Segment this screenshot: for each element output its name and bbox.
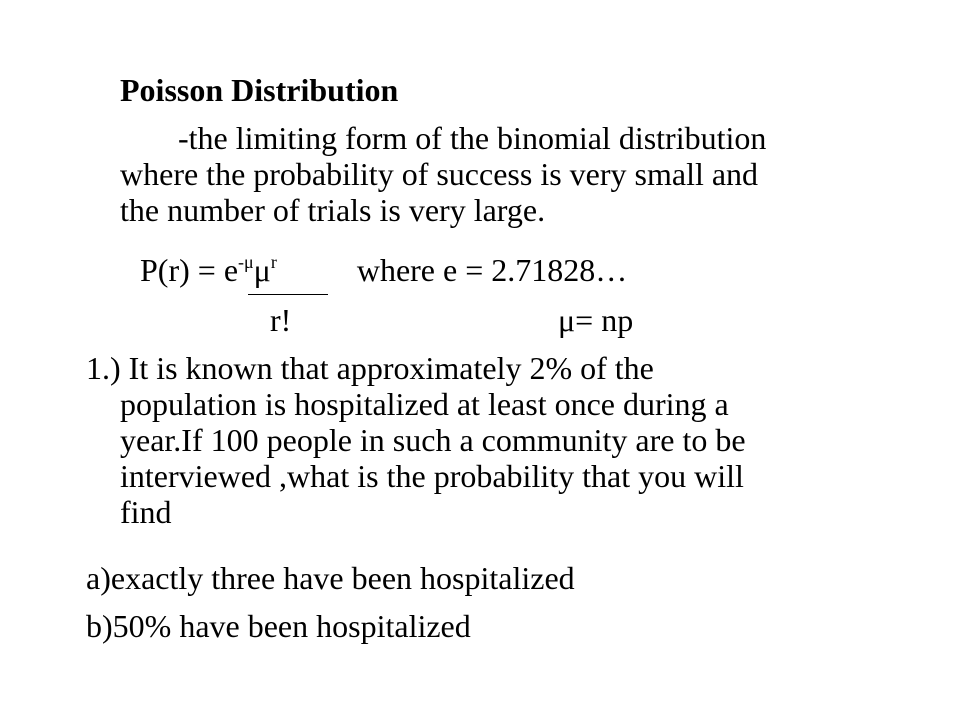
problem-line-5: find	[120, 494, 172, 530]
definition-line-3: the number of trials is very large.	[120, 192, 546, 228]
formula-mu-definition: μ= np	[558, 302, 634, 338]
problem-statement	[86, 350, 906, 530]
problem-line-3: year.If 100 people in such a community are to be	[120, 422, 746, 458]
formula-lhs: P(r) =	[140, 252, 224, 288]
slide-title: Poisson Distribution	[120, 72, 399, 108]
formula-e: e	[223, 252, 239, 288]
problem-line-2: population is hospitalized at least once during a	[120, 386, 729, 422]
definition-line-1: -the limiting form of the binomial distribution	[178, 120, 767, 156]
formula-where-text: where e = 2.71828…	[356, 252, 628, 288]
definition-text	[120, 120, 920, 228]
problem-line-1: 1.) It is known that approximately 2% of the	[86, 350, 654, 386]
formula-mu: μ	[253, 252, 271, 288]
formula-mu-exponent: r	[270, 252, 277, 272]
part-b: b)50% have been hospitalized	[86, 608, 471, 644]
poisson-formula	[140, 252, 627, 293]
formula-e-exponent: -μ	[238, 252, 254, 272]
definition-line-2: where the probability of success is very small and	[120, 156, 759, 192]
fraction-bar	[248, 294, 328, 295]
formula-denominator: r!	[270, 302, 292, 338]
problem-line-4: interviewed ,what is the probability that you will	[120, 458, 744, 494]
part-a: a)exactly three have been hospitalized	[86, 560, 575, 596]
